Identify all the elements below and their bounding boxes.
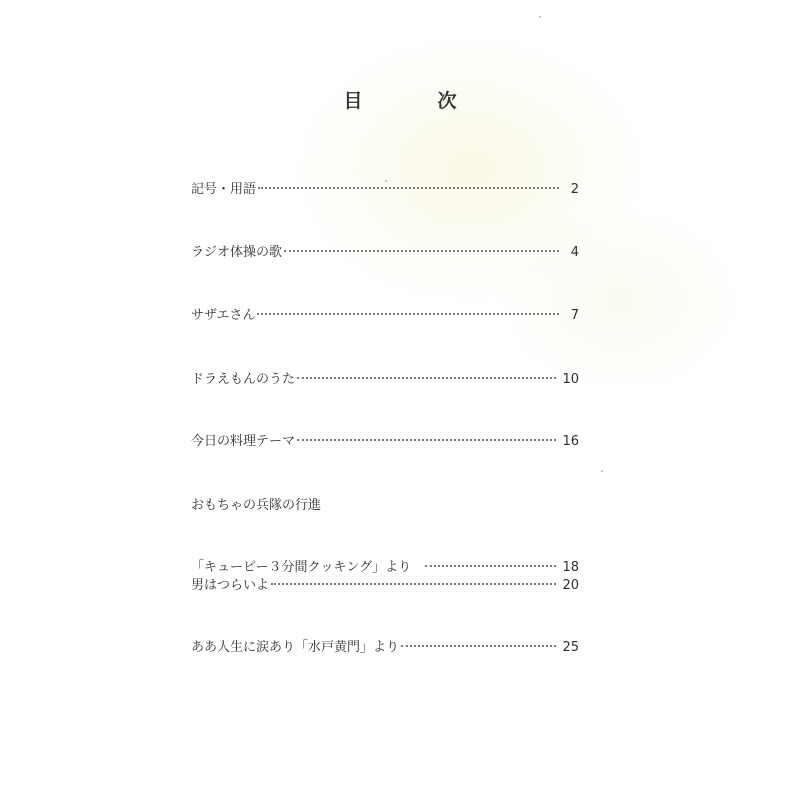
toc-entry [191, 368, 579, 388]
toc-leader [257, 313, 559, 315]
scan-speck [601, 470, 603, 472]
toc-entry [191, 556, 579, 576]
toc-leader [297, 377, 556, 379]
toc-entry [191, 636, 579, 656]
toc-page-number: 18 [562, 560, 579, 575]
page-title: 目 次 [343, 90, 485, 112]
toc-leader [284, 250, 559, 252]
toc-entry-label: ああ人生に涙あり「水戸黄門」より [191, 640, 400, 655]
toc-entry [191, 241, 579, 261]
toc-entry [191, 304, 579, 324]
toc-entry-label: おもちゃの兵隊の行進 [191, 498, 322, 513]
toc-page-number: 7 [570, 308, 579, 323]
toc-entry [191, 494, 579, 514]
toc-page-number: 10 [562, 372, 579, 387]
scan-speck [385, 180, 387, 182]
toc-leader [425, 565, 556, 567]
toc-entry-label: ドラえもんのうた [191, 372, 296, 387]
toc-leader [258, 187, 559, 189]
toc-leader [297, 439, 556, 441]
toc-entry-label: 「キューピー３分間クッキング」より [191, 560, 412, 575]
toc-entry [191, 430, 579, 450]
toc-page-number: 20 [562, 578, 579, 593]
toc-entry-label: サザエさん [191, 308, 256, 323]
toc-entry-label: 男はつらいよ [191, 578, 270, 593]
toc-leader [271, 583, 556, 585]
toc-page-number: 2 [570, 182, 579, 197]
toc-page-number: 25 [562, 640, 579, 655]
toc-page-number: 4 [570, 245, 579, 260]
toc-entry-label: ラジオ体操の歌 [191, 245, 283, 260]
toc-page-number: 16 [562, 434, 579, 449]
toc-entry [191, 574, 579, 594]
toc-entry-label: 記号・用語 [191, 182, 257, 197]
toc-leader [401, 645, 556, 647]
toc-entry-label: 今日の料理テーマ [191, 434, 296, 449]
scan-speck [539, 16, 541, 18]
